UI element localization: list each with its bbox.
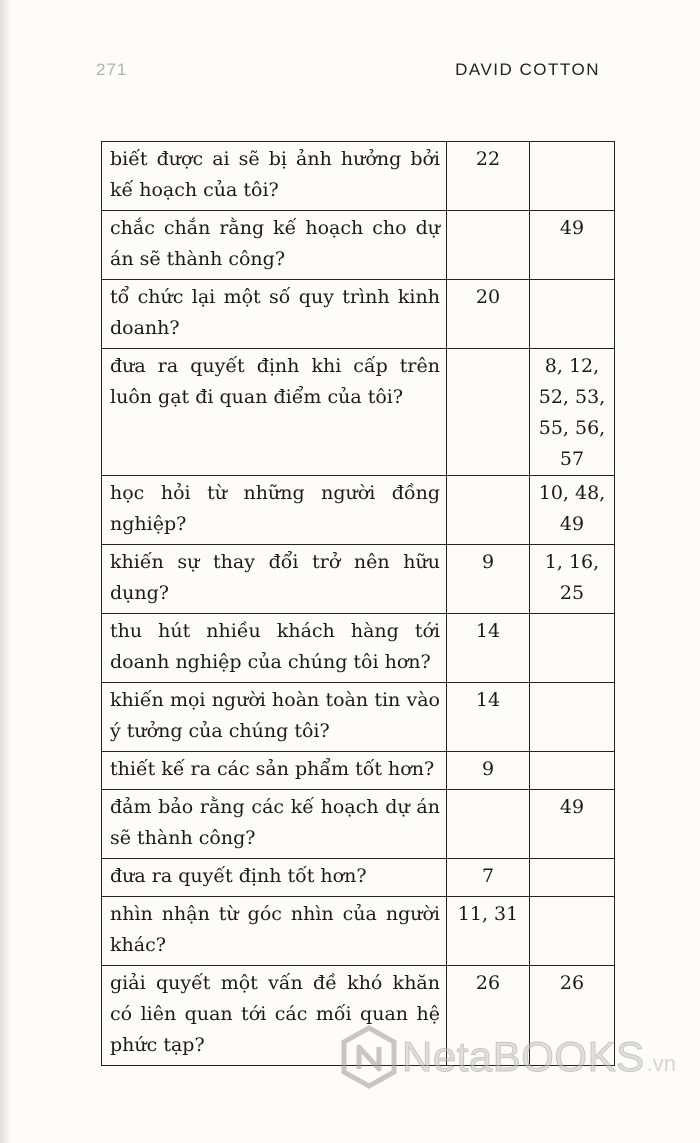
watermark [340,1022,700,1092]
page-ref-cell-2 [530,211,615,280]
page-ref-value: 11, 31 [457,903,519,925]
page-ref-cell-2 [530,752,615,790]
page-ref-value: 1, 16, 25 [544,551,600,604]
table-row [102,545,615,614]
page-ref-value: 14 [475,689,501,711]
question-cell: đưa ra quyết định tốt hơn? [102,859,447,897]
watermark-brand: NetaBOOKS [402,1033,645,1080]
table-body [102,142,615,1066]
table-row [102,211,615,280]
page-ref-cell-2 [530,280,615,349]
question-cell: thiết kế ra các sản phẩm tốt hơn? [102,752,447,790]
page-ref-cell-1 [447,614,530,683]
page-ref-value: 9 [481,551,495,573]
page-ref-cell-1 [447,859,530,897]
page-ref-value: 10, 48, 49 [538,482,606,535]
page-ref-cell-2 [530,683,615,752]
question-cell: chắc chắn rằng kế hoạch cho dự án sẽ thành công? [102,211,447,280]
table-row [102,280,615,349]
page-ref-value: 26 [559,972,585,994]
page-ref-value: 8, 12, 52, 53, 55, 56, 57 [538,355,606,470]
question-cell: thu hút nhiều khách hàng tới doanh nghiệp của chúng tôi hơn? [102,614,447,683]
page-ref-cell-1 [447,790,530,859]
page-ref-cell-2 [530,897,615,966]
page-ref-value: 22 [475,148,501,170]
table-row [102,897,615,966]
page-ref-cell-1 [447,349,530,476]
question-cell: biết được ai sẽ bị ảnh hưởng bởi kế hoạch của tôi? [102,142,447,211]
table-row [102,790,615,859]
question-cell: nhìn nhận từ góc nhìn của người khác? [102,897,447,966]
page-ref-cell-2 [530,859,615,897]
question-cell: đảm bảo rằng các kế hoạch dự án sẽ thành công? [102,790,447,859]
page-ref-cell-1 [447,545,530,614]
page-ref-value: 14 [475,620,501,642]
question-cell: khiến mọi người hoàn toàn tin vào ý tưởng của chúng tôi? [102,683,447,752]
reference-table [101,141,615,1066]
page-ref-cell-2 [530,349,615,476]
question-cell: đưa ra quyết định khi cấp trên luôn gạt đi quan điểm của tôi? [102,349,447,476]
question-cell: tổ chức lại một số quy trình kinh doanh? [102,280,447,349]
question-cell: học hỏi từ những người đồng nghiệp? [102,476,447,545]
question-cell: giải quyết một vấn đề khó khăn có liên quan tới các mối quan hệ phức tạp? [102,966,447,1066]
page-ref-value: 49 [559,217,585,239]
question-cell: khiến sự thay đổi trở nên hữu dụng? [102,545,447,614]
page-ref-cell-2 [530,476,615,545]
page-ref-cell-1 [447,142,530,211]
table-row [102,859,615,897]
page-number: 271 [96,60,128,79]
page-ref-cell-2 [530,614,615,683]
page-ref-cell-1 [447,280,530,349]
page-ref-cell-1 [447,897,530,966]
watermark-suffix: .vn [646,1051,676,1076]
table-row [102,683,615,752]
page-ref-cell-2 [530,790,615,859]
page-ref-cell-1 [447,211,530,280]
page-ref-cell-1 [447,752,530,790]
page-ref-cell-1 [447,476,530,545]
page-ref-cell-1 [447,683,530,752]
page-ref-value: 26 [475,972,501,994]
page-ref-value: 20 [475,286,501,308]
page-ref-value: 7 [481,865,495,887]
table-row [102,476,615,545]
table-row [102,142,615,211]
page-ref-cell-2 [530,142,615,211]
table-row [102,349,615,476]
page-ref-value: 49 [559,796,585,818]
netabooks-logo-icon [340,1025,398,1089]
table-row [102,752,615,790]
running-head: DAVID COTTON [455,60,600,79]
table-row [102,614,615,683]
page-ref-value: 9 [481,758,495,780]
page-edge-shadow [0,0,12,1143]
page-ref-cell-2 [530,545,615,614]
